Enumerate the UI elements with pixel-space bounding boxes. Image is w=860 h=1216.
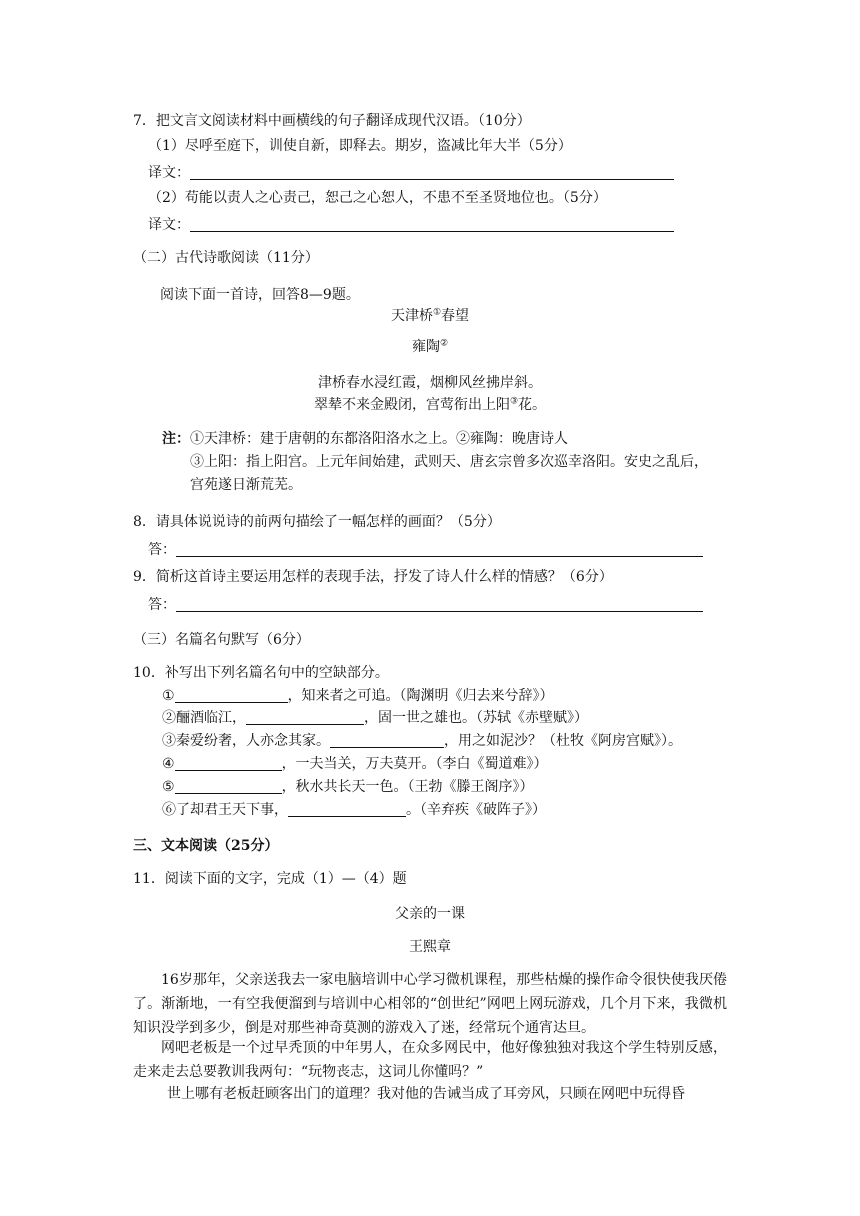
poem-line-1: 津桥春水浸红霞，烟柳风丝拂岸斜。 bbox=[318, 375, 542, 391]
blank-line[interactable] bbox=[175, 779, 282, 794]
note-1: ①天津桥：建于唐朝的东都洛阳洛水之上。②雍陶：晚唐诗人 bbox=[190, 431, 568, 447]
q11-text: 11．阅读下面的文字，完成（1）—（4）题 bbox=[133, 871, 407, 887]
q9-answer[interactable] bbox=[148, 595, 703, 615]
blank-line[interactable] bbox=[330, 733, 444, 748]
part3-heading: 三、文本阅读（25分） bbox=[133, 838, 279, 854]
note-label: 注： bbox=[162, 431, 190, 447]
answer-label: 答： bbox=[148, 597, 176, 613]
fill-blank-3: ③秦爱纷奢，人亦念其家。 ，用之如泥沙？（杜牧《阿房宫赋》）。 bbox=[162, 733, 682, 749]
q8-answer[interactable] bbox=[148, 540, 703, 560]
blank-line[interactable] bbox=[288, 802, 406, 817]
fill-blank-4: ④ ，一夫当关，万夫莫开。（李白《蜀道难》） bbox=[162, 756, 548, 772]
q7-answer-2[interactable] bbox=[148, 215, 674, 235]
blank-line[interactable] bbox=[175, 688, 288, 703]
q7-title: 7．把文言文阅读材料中画横线的句子翻译成现代汉语。（10分） bbox=[133, 113, 531, 129]
q8-text: 8．请具体说说诗的前两句描绘了一幅怎样的画面？（5分） bbox=[133, 514, 501, 530]
fill-blank-1: ① ，知来者之可追。（陶渊明《归去来兮辞》） bbox=[162, 688, 554, 704]
answer-label: 译文： bbox=[148, 217, 190, 233]
q7-sentence-2: （2）苟能以责人之心责己，恕己之心恕人，不患不至圣贤地位也。（5分） bbox=[148, 190, 607, 206]
section2-heading: （二）古代诗歌阅读（11分） bbox=[133, 250, 319, 266]
q7-answer-1[interactable] bbox=[148, 163, 674, 183]
article-paragraph-1: 16岁那年，父亲送我去一家电脑培训中心学习微机课程，那些枯燥的操作命令很快使我厌倦了。渐渐地，一有空我便溜到与培训中心相邻的“创世纪”网吧上网玩游戏，几个月下来，我微机知识没学到多少，倒是对那些神奇莫测的游戏入了迷，经常玩个通宵达旦。 bbox=[133, 972, 727, 1036]
poem-title: 天津桥①春望 bbox=[390, 307, 470, 324]
section3-heading: （三）名篇名句默写（6分） bbox=[133, 632, 310, 648]
article-paragraph-3: 世上哪有老板赶顾客出门的道理？我对他的告诫当成了耳旁风，只顾在网吧中玩得昏 bbox=[167, 1086, 685, 1102]
article-author: 王熙章 bbox=[409, 939, 451, 955]
blank-line[interactable] bbox=[246, 710, 364, 725]
answer-label: 译文： bbox=[148, 165, 190, 181]
answer-line[interactable] bbox=[190, 217, 674, 232]
blank-line[interactable] bbox=[175, 756, 282, 771]
fill-blank-6: ⑥了却君王天下事， 。（辛弃疾《破阵子》） bbox=[162, 802, 546, 818]
q10-text: 10．补写出下列名篇名句中的空缺部分。 bbox=[133, 665, 389, 681]
note-3: 宫苑遂日渐荒芜。 bbox=[190, 477, 302, 493]
article-title: 父亲的一课 bbox=[395, 906, 465, 922]
poem-line-2: 翠辇不来金殿闭，宫莺衔出上阳③花。 bbox=[313, 396, 547, 413]
note-2: ③上阳：指上阳宫。上元年间始建，武则天、唐玄宗曾多次巡幸洛阳。安史之乱后， bbox=[190, 454, 708, 470]
answer-label: 答： bbox=[148, 542, 176, 558]
poem-author: 雍陶② bbox=[411, 338, 449, 355]
article-paragraph-2: 网吧老板是一个过早秃顶的中年男人，在众多网民中，他好像独独对我这个学生特别反感，走来走去总要教训我两句：“玩物丧志，这词儿你懂吗？” bbox=[133, 1040, 727, 1080]
q7-sentence-1: （1）尽呼至庭下，训使自新，即释去。期岁，盗减比年大半（5分） bbox=[148, 138, 572, 154]
answer-line[interactable] bbox=[176, 542, 703, 557]
poem-intro: 阅读下面一首诗，回答8—9题。 bbox=[160, 287, 360, 303]
fill-blank-2: ②酾酒临江， ，固一世之雄也。（苏轼《赤壁赋》） bbox=[162, 710, 588, 726]
answer-line[interactable] bbox=[190, 165, 674, 180]
answer-line[interactable] bbox=[176, 597, 703, 612]
fill-blank-5: ⑤ ，秋水共长天一色。（王勃《滕王阁序》） bbox=[162, 779, 534, 795]
q9-text: 9．简析这首诗主要运用怎样的表现手法，抒发了诗人什么样的情感？（6分） bbox=[133, 569, 613, 585]
